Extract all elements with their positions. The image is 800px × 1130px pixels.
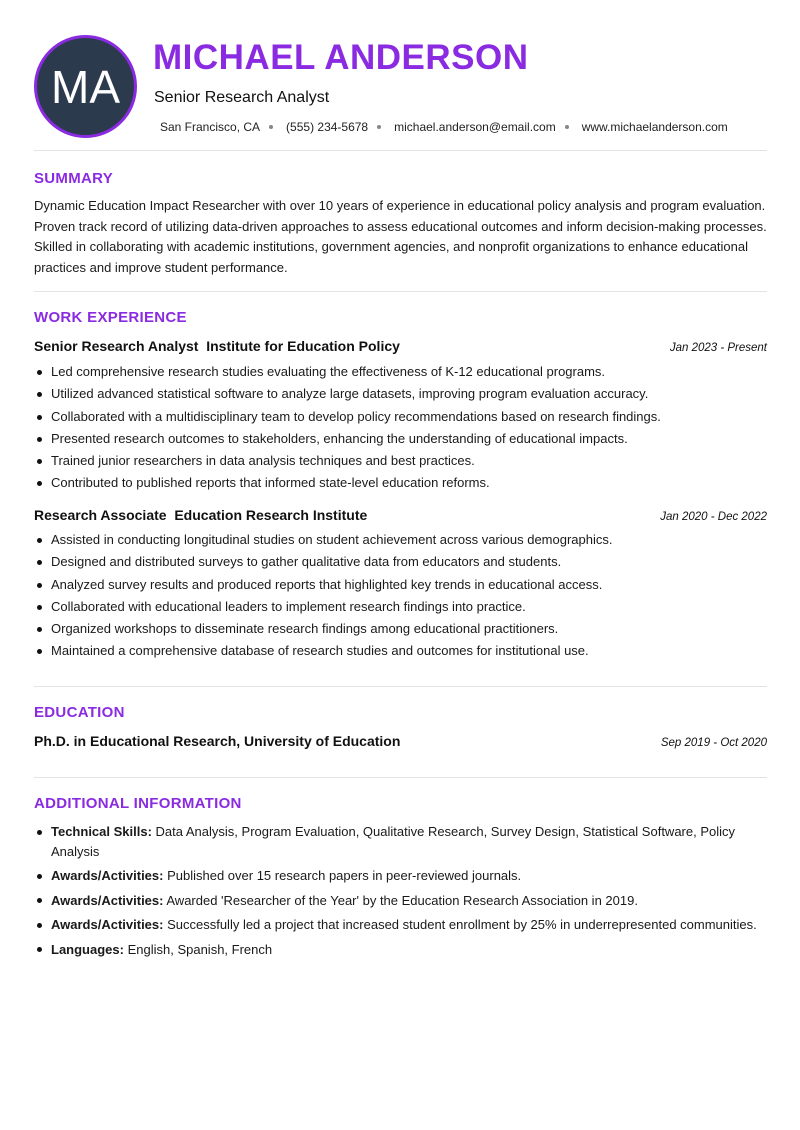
list-item bbox=[34, 866, 767, 886]
additional-info-list bbox=[34, 822, 767, 964]
job-header bbox=[34, 338, 767, 354]
list-item bbox=[34, 940, 767, 960]
separator-dot bbox=[377, 125, 381, 129]
info-text: Data Analysis, Program Evaluation, Qualitative Research, Survey Design, Statistical Software, Policy Analysis bbox=[51, 824, 736, 859]
contact-location: San Francisco, CA bbox=[160, 120, 286, 134]
list-item: Contributed to published reports that informed state-level education reforms. bbox=[34, 473, 767, 495]
candidate-name: MICHAEL ANDERSON bbox=[153, 38, 529, 77]
section-title-additional: ADDITIONAL INFORMATION bbox=[34, 795, 242, 812]
avatar bbox=[34, 35, 137, 138]
list-item: Utilized advanced statistical software to analyze large datasets, improving program evaluation accuracy. bbox=[34, 384, 767, 406]
list-item: Presented research outcomes to stakeholders, enhancing the understanding of educational impacts. bbox=[34, 429, 767, 451]
divider bbox=[34, 777, 767, 778]
list-item: Assisted in conducting longitudinal studies on student achievement across various demographics. bbox=[34, 530, 767, 552]
degree: Ph.D. in Educational Research, University of Education bbox=[34, 733, 401, 749]
education-date: Sep 2019 - Oct 2020 bbox=[660, 737, 767, 749]
info-text: Awarded 'Researcher of the Year' by the Education Research Association in 2019. bbox=[163, 892, 638, 908]
info-label: Technical Skills: bbox=[51, 824, 152, 839]
info-label: Awards/Activities: bbox=[51, 892, 164, 908]
contact-email[interactable]: michael.anderson@email.com bbox=[394, 120, 582, 134]
summary-text: Dynamic Education Impact Researcher with over 10 years of experience in educational policy analysis and program evaluation. Proven track record of utilizing data-driven approaches to assess educational outcomes and inform decision-making processes. Skilled in collaborating with academic institutions, government agencies, and nonprofit organizations to enhance educational practices and improve student performance. bbox=[34, 198, 767, 275]
list-item bbox=[34, 915, 767, 935]
list-item bbox=[34, 891, 767, 911]
contact-website[interactable]: www.michaelanderson.com bbox=[581, 120, 728, 134]
info-label: Awards/Activities: bbox=[51, 917, 164, 932]
list-item: Organized workshops to disseminate research findings among educational practitioners. bbox=[34, 619, 767, 641]
separator-dot bbox=[269, 125, 273, 129]
contact-phone[interactable]: (555) 234-5678 bbox=[286, 120, 394, 134]
list-item: Collaborated with educational leaders to implement research findings into practice. bbox=[34, 597, 767, 619]
list-item: Analyzed survey results and produced reports that highlighted key trends in educational access. bbox=[34, 575, 767, 597]
info-label: Languages: bbox=[51, 941, 124, 957]
candidate-role: Senior Research Analyst bbox=[154, 89, 330, 106]
contact-bar bbox=[160, 120, 728, 134]
job-date: Jan 2020 - Dec 2022 bbox=[660, 511, 767, 523]
divider bbox=[34, 291, 767, 292]
list-item: Designed and distributed surveys to gather qualitative data from educators and students. bbox=[34, 552, 767, 574]
job-title: Research Associate Education Research Institute bbox=[34, 507, 368, 523]
info-text: Successfully led a project that increased student enrollment by 25% in underrepresented communities. bbox=[163, 917, 757, 932]
divider bbox=[34, 686, 767, 687]
divider bbox=[34, 150, 767, 151]
info-label: Awards/Activities: bbox=[51, 868, 164, 883]
info-text: English, Spanish, French bbox=[123, 941, 273, 957]
job-bullets bbox=[34, 362, 767, 496]
section-title-experience: WORK EXPERIENCE bbox=[34, 309, 187, 326]
job-bullets bbox=[34, 530, 767, 664]
separator-dot bbox=[565, 125, 569, 129]
job-title: Senior Research Analyst Institute for Education Policy bbox=[34, 338, 400, 354]
education-entry bbox=[34, 733, 767, 749]
list-item bbox=[34, 822, 767, 861]
job-date: Jan 2023 - Present bbox=[669, 342, 767, 354]
list-item: Collaborated with a multidisciplinary team to develop policy recommendations based on research findings. bbox=[34, 407, 767, 429]
section-title-education: EDUCATION bbox=[34, 704, 125, 721]
list-item: Maintained a comprehensive database of research studies and outcomes for institutional use. bbox=[34, 641, 767, 663]
section-title-summary: SUMMARY bbox=[34, 170, 114, 187]
info-text: Published over 15 research papers in peer-reviewed journals. bbox=[163, 868, 522, 883]
avatar-initials: MA bbox=[51, 60, 120, 113]
job-header bbox=[34, 507, 767, 523]
list-item: Led comprehensive research studies evaluating the effectiveness of K-12 educational programs. bbox=[34, 362, 767, 384]
list-item: Trained junior researchers in data analysis techniques and best practices. bbox=[34, 451, 767, 473]
